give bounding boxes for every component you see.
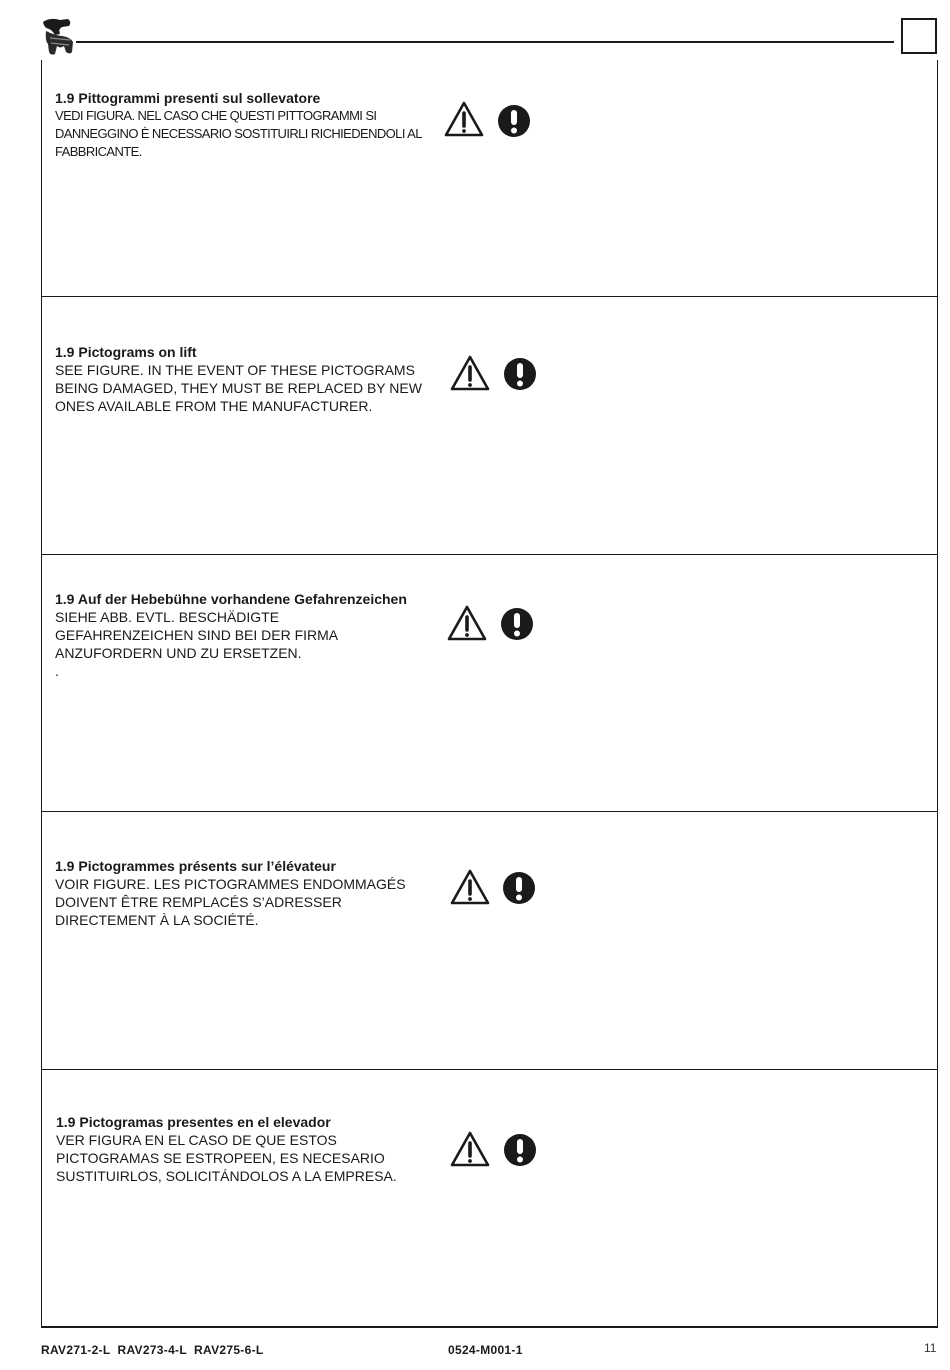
section-body: SIEHE ABB. EVTL. BESCHÄDIGTE GEFAHRENZEICHEN SIND BEI DER FIRMA ANZUFORDERN UND ZU ERSETZEN.	[55, 609, 338, 661]
section-title: 1.9 Auf der Hebebühne vorhandene Gefahrenzeichen	[55, 591, 407, 607]
warning-triangle-icon	[449, 354, 491, 392]
section-divider	[41, 811, 938, 812]
section-title: 1.9 Pittogrammi presenti sul sollevatore	[55, 90, 321, 106]
section-german	[55, 590, 445, 680]
header-rule	[76, 41, 894, 43]
section-body: VER FIGURA EN EL CASO DE QUE ESTOS PICTOGRAMAS SE ESTROPEEN, ES NECESARIO SUSTITUIRLOS, SOLICITÁNDOLOS A LA EMPRESA.	[56, 1132, 397, 1184]
section-english	[55, 343, 445, 415]
section-title: 1.9 Pictograms on lift	[55, 344, 197, 360]
mandatory-exclamation-icon	[503, 1133, 537, 1167]
warning-triangle-icon	[449, 868, 491, 906]
section-italian	[55, 89, 435, 161]
section-spanish	[56, 1113, 426, 1185]
section-title: 1.9 Pictogrammes présents sur l’élévateur	[55, 858, 336, 874]
warning-triangle-icon	[443, 100, 485, 138]
warning-triangle-icon	[449, 1130, 491, 1168]
mandatory-exclamation-icon	[497, 104, 531, 138]
section-divider	[41, 554, 938, 555]
section-body: VOIR FIGURE. LES PICTOGRAMMES ENDOMMAGÉS DOIVENT ÊTRE REMPLACÉS S’ADRESSER DIRECTEMENT À LA SOCIÉTÉ.	[55, 876, 406, 928]
corner-box	[901, 18, 937, 54]
section-divider	[41, 1069, 938, 1070]
section-trailing-mark: .	[55, 663, 59, 679]
warning-triangle-icon	[446, 604, 488, 642]
section-body: VEDI FIGURA. NEL CASO CHE QUESTI PITTOGRAMMI SI DANNEGGINO È NECESSARIO SOSTITUIRLI RICHIEDENDOLI AL FABBRICANTE.	[55, 108, 422, 159]
section-french	[55, 857, 435, 929]
mandatory-exclamation-icon	[503, 357, 537, 391]
brand-logo-icon	[40, 16, 76, 58]
mandatory-exclamation-icon	[500, 607, 534, 641]
mandatory-exclamation-icon	[502, 871, 536, 905]
footer-models: RAV271-2-L RAV273-4-L RAV275-6-L	[41, 1343, 264, 1357]
footer-doc-code: 0524-M001-1	[448, 1343, 523, 1357]
section-title: 1.9 Pictogramas presentes en el elevador	[56, 1114, 331, 1130]
section-divider	[41, 296, 938, 297]
section-body: SEE FIGURE. IN THE EVENT OF THESE PICTOGRAMS BEING DAMAGED, THEY MUST BE REPLACED BY NEW ONES AVAILABLE FROM THE MANUFACTURER.	[55, 362, 422, 414]
page-number: 11	[924, 1341, 937, 1355]
